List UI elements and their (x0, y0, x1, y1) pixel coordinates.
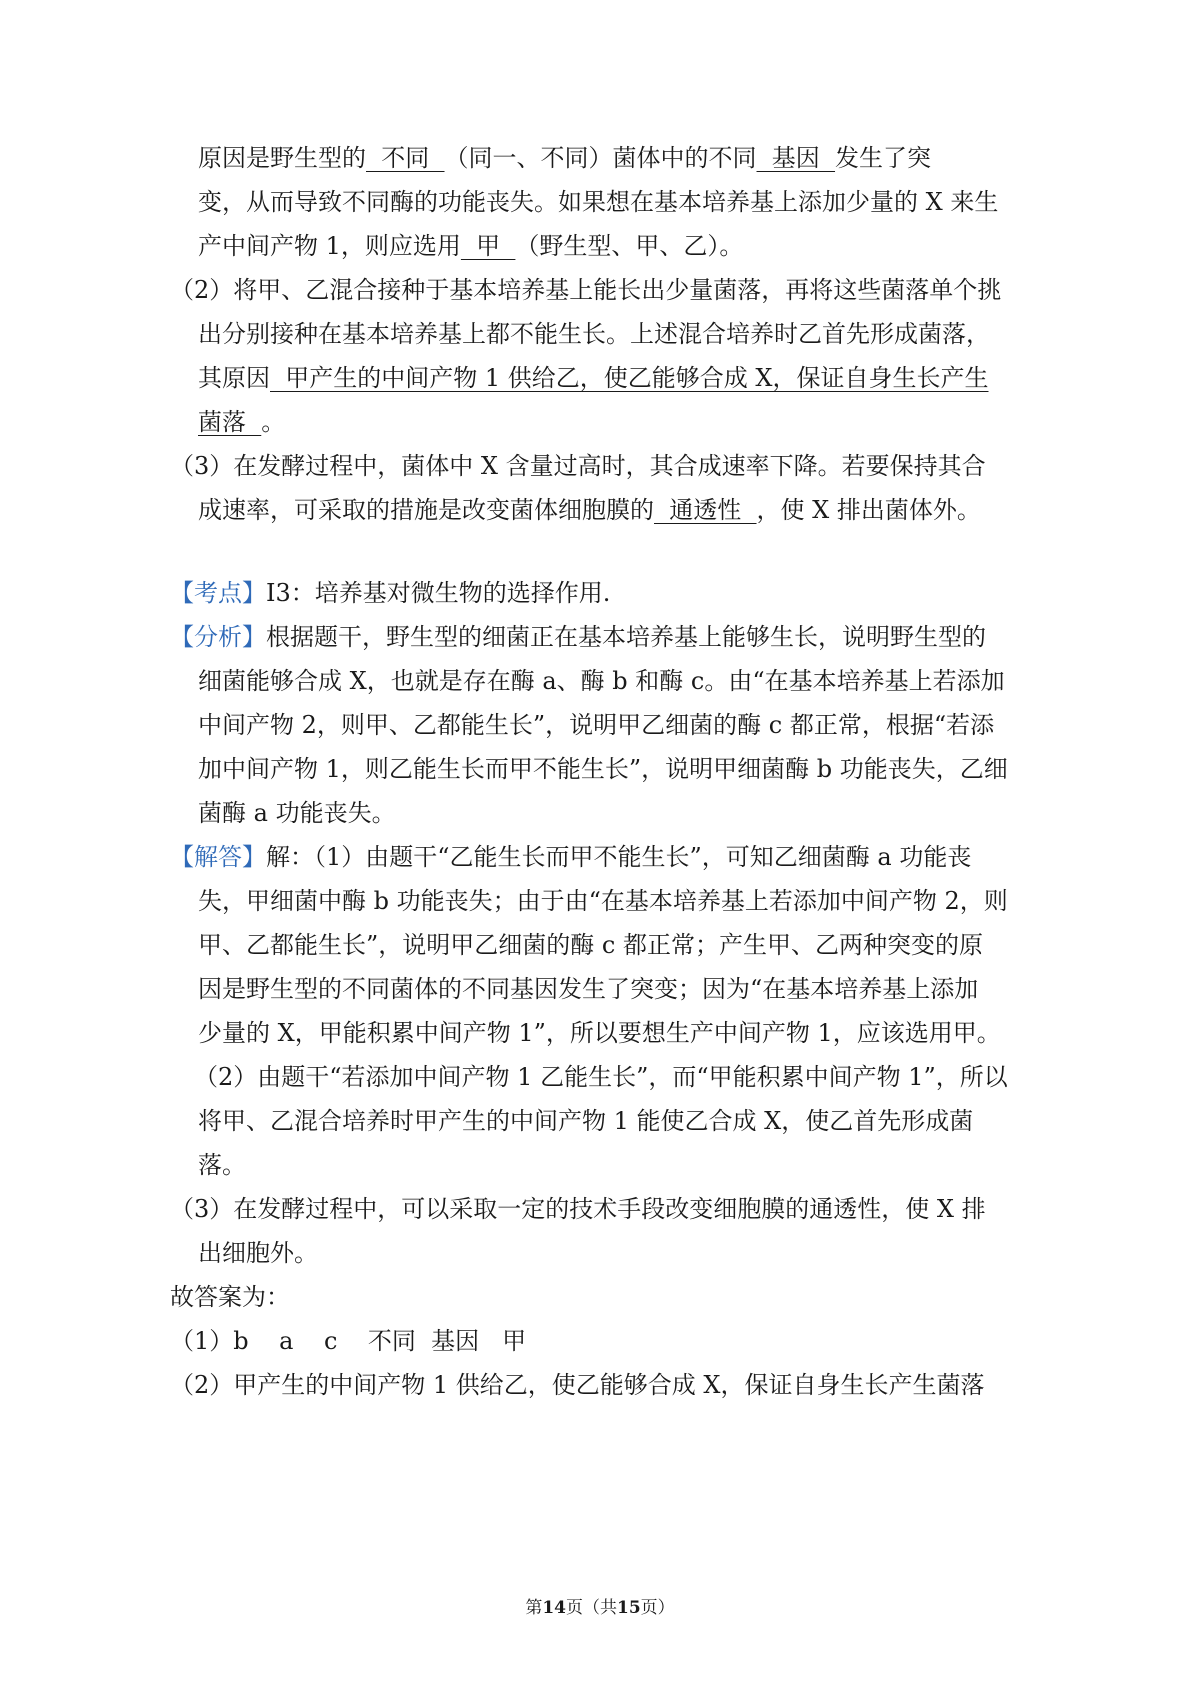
q2-line-4 (198, 406, 285, 438)
fenxi-line-2: 细菌能够合成 X，也就是存在酶 a、酶 b 和酶 c。由“在基本培养基上若添加 (198, 667, 1005, 695)
jieda-line-9: （3）在发酵过程中，可以采取一定的技术手段改变细胞膜的通透性，使 X 排 (170, 1195, 986, 1223)
q1-line-1 (198, 142, 931, 174)
q3-text: ，使 X 排出菌体外。 (756, 496, 981, 524)
kaodian-text: I3：培养基对微生物的选择作用. (266, 579, 611, 607)
answers-line-2: （2）甲产生的中间产物 1 供给乙，使乙能够合成 X，保证自身生长产生菌落 (170, 1371, 985, 1399)
q1-text: 发生了突 (835, 144, 932, 172)
q1-line-2: 变，从而导致不同酶的功能丧失。如果想在基本培养基上添加少量的 X 来生 (198, 188, 999, 216)
q1-text: 产中间产物 1，则应选用 (198, 232, 461, 260)
jieda-line-6: （2）由题干“若添加中间产物 1 乙能生长”，而“甲能积累中间产物 1”，所以 (194, 1063, 1008, 1091)
jieda-line-5: 少量的 X，甲能积累中间产物 1”，所以要想生产中间产物 1，应该选用甲。 (198, 1019, 1001, 1047)
footer-page-number: 14 (542, 1598, 566, 1618)
answers-heading: 故答案为： (170, 1283, 290, 1311)
answer-blank: 甲产生的中间产物 1 供给乙，使乙能够合成 X，保证自身生长产生 (270, 364, 989, 392)
fenxi-text: 根据题干，野生型的细菌正在基本培养基上能够生长，说明野生型的 (266, 623, 986, 651)
q2-line-1: （2）将甲、乙混合接种于基本培养基上能长出少量菌落，再将这些菌落单个挑 (170, 276, 1002, 304)
fenxi-line-4: 加中间产物 1，则乙能生长而甲不能生长”，说明甲细菌酶 b 功能丧失，乙细 (198, 755, 1008, 783)
footer-total-pages: 15 (617, 1598, 641, 1618)
footer-prefix: 第 (525, 1598, 543, 1618)
q2-line-3 (198, 362, 989, 394)
jieda-line-7: 将甲、乙混合培养时甲产生的中间产物 1 能使乙合成 X，使乙首先形成菌 (198, 1107, 974, 1135)
q1-text: （同一、不同）菌体中的不同 (444, 144, 757, 172)
q1-line-3 (198, 230, 743, 262)
jieda-line-10: 出细胞外。 (198, 1239, 318, 1267)
jieda-line-2: 失，甲细菌中酶 b 功能丧失；由于由“在基本培养基上若添加中间产物 2，则 (198, 887, 1008, 915)
kaodian-line (170, 577, 610, 609)
fenxi-tag: 【分析】 (170, 623, 266, 651)
jieda-line-8: 落。 (198, 1151, 246, 1179)
fenxi-line-3: 中间产物 2，则甲、乙都能生长”，说明甲乙细菌的酶 c 都正常，根据“若添 (198, 711, 995, 739)
q2-line-2: 出分别接种在基本培养基上都不能生长。上述混合培养时乙首先形成菌落， (198, 320, 990, 348)
q3-line-2 (198, 494, 981, 526)
footer-suffix: 页） (640, 1598, 675, 1618)
footer-mid: 页（共 (566, 1598, 617, 1618)
q1-text: （野生型、甲、乙）。 (515, 232, 744, 260)
answer-blank: 基因 (756, 144, 836, 172)
q3-text: 成速率，可采取的措施是改变菌体细胞膜的 (198, 496, 654, 524)
answer-blank: 不同 (366, 144, 445, 172)
kaodian-tag: 【考点】 (170, 579, 266, 607)
jieda-line-3: 甲、乙都能生长”，说明甲乙细菌的酶 c 都正常；产生甲、乙两种突变的原 (198, 931, 983, 959)
jieda-text: 解：（1）由题干“乙能生长而甲不能生长”，可知乙细菌酶 a 功能丧 (266, 843, 972, 871)
q1-text: 原因是野生型的 (198, 144, 366, 172)
jieda-tag: 【解答】 (170, 843, 266, 871)
answers-line-1: （1）b a c 不同 基因 甲 (170, 1327, 527, 1355)
jieda-line-4: 因是野生型的不同菌体的不同基因发生了突变；因为“在基本培养基上添加 (198, 975, 979, 1003)
answer-blank: 甲 (460, 232, 516, 260)
answer-blank: 通透性 (654, 496, 757, 524)
q2-text: 。 (261, 408, 286, 436)
q2-text: 其原因 (198, 364, 270, 392)
jieda-line-1 (170, 841, 971, 873)
fenxi-line-5: 菌酶 a 功能丧失。 (198, 799, 396, 827)
q3-line-1: （3）在发酵过程中，菌体中 X 含量过高时，其合成速率下降。若要保持其合 (170, 452, 986, 480)
answer-blank: 菌落 (198, 408, 262, 436)
page-footer (0, 1597, 1200, 1619)
fenxi-line-1 (170, 621, 986, 653)
